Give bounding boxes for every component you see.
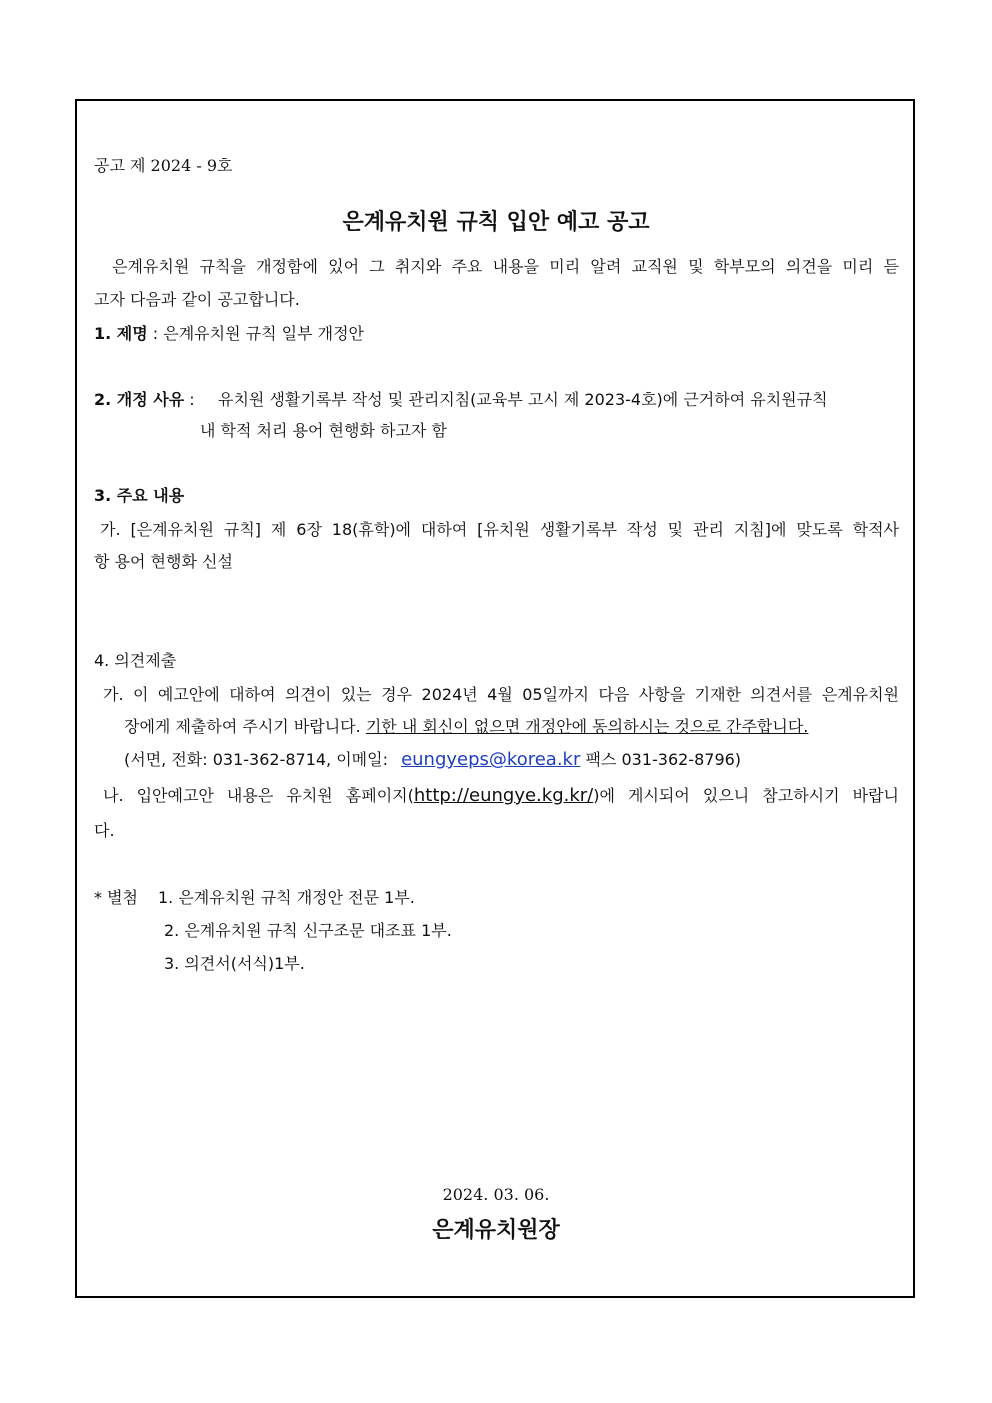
section-2-line-2: 내 학적 처리 용어 현행화 하고자 함 [200, 421, 447, 440]
section-2-heading [94, 390, 195, 410]
section-3-item-ga-line-1: 가. [은계유치원 규칙] 제 6장 18(휴학)에 대하여 [유치원 생활기록부 작성 및 관리 지침]에 맞도록 학적사 [100, 520, 899, 539]
section-4-item-na-a: 나. 입안예고안 내용은 유치원 홈페이지( [103, 786, 414, 805]
document-title: 은계유치원 규칙 입안 예고 공고 [342, 209, 650, 235]
section-3-item-ga-line-2: 항 용어 현행화 신설 [94, 552, 233, 571]
deemed-consent-notice: 기한 내 회신이 없으면 개정안에 동의하시는 것으로 간주합니다. [365, 717, 809, 736]
section-1-text: : 은계유치원 규칙 일부 개정안 [147, 324, 364, 343]
homepage-link[interactable]: http://eungye.kg.kr/ [413, 785, 594, 806]
section-1-label: 1. 제명 [94, 324, 148, 343]
section-4-item-ga-line-2 [124, 717, 808, 737]
attachment-item-3: 3. 의견서(서식)1부. [164, 954, 305, 973]
issuer-signature: 은계유치원장 [432, 1217, 560, 1243]
section-2-line-1: 유치원 생활기록부 작성 및 관리지침(교육부 고시 제 2023-4호)에 근거하여 유치원규칙 [218, 390, 828, 409]
contact-line [124, 750, 741, 770]
intro-line-1: 은계유치원 규칙을 개정함에 있어 그 취지와 주요 내용을 미리 알려 교직원 및 학부모의 의견을 미리 듣 [112, 257, 899, 276]
section-4-label: 4. 의견제출 [94, 651, 177, 670]
section-4-item-na-b: )에 게시되어 있으니 참고하시기 바랍니 [593, 786, 899, 805]
contact-line-b: 팩스 031-362-8796) [580, 750, 742, 769]
section-3-label: 3. 주요 내용 [94, 486, 185, 505]
section-4-item-na-line-1 [103, 786, 899, 806]
attachment-item-1: 1. 은계유치원 규칙 개정안 전문 1부. [158, 888, 415, 907]
email-link[interactable]: eungyeps@korea.kr [401, 749, 581, 770]
issue-date: 2024. 03. 06. [442, 1185, 550, 1204]
section-1 [94, 324, 364, 344]
section-4-item-ga-line-1: 가. 이 예고안에 대하여 의견이 있는 경우 2024년 4월 05일까지 다음 사항을 기재한 의견서를 은계유치원 [103, 685, 899, 704]
attachments-label: * 별첨 [94, 888, 138, 907]
attachment-item-2: 2. 은계유치원 규칙 신구조문 대조표 1부. [164, 921, 452, 940]
notice-number: 공고 제 2024 - 9호 [94, 156, 233, 175]
section-4-item-ga-line-2-a: 장에게 제출하여 주시기 바랍니다. [124, 717, 366, 736]
section-4-item-na-line-2: 다. [94, 821, 115, 840]
intro-line-2: 고자 다음과 같이 공고합니다. [94, 290, 300, 309]
section-2-colon: : [184, 390, 195, 409]
contact-line-a: (서면, 전화: 031-362-8714, 이메일: [124, 750, 394, 769]
section-2-label: 2. 개정 사유 [94, 390, 185, 409]
